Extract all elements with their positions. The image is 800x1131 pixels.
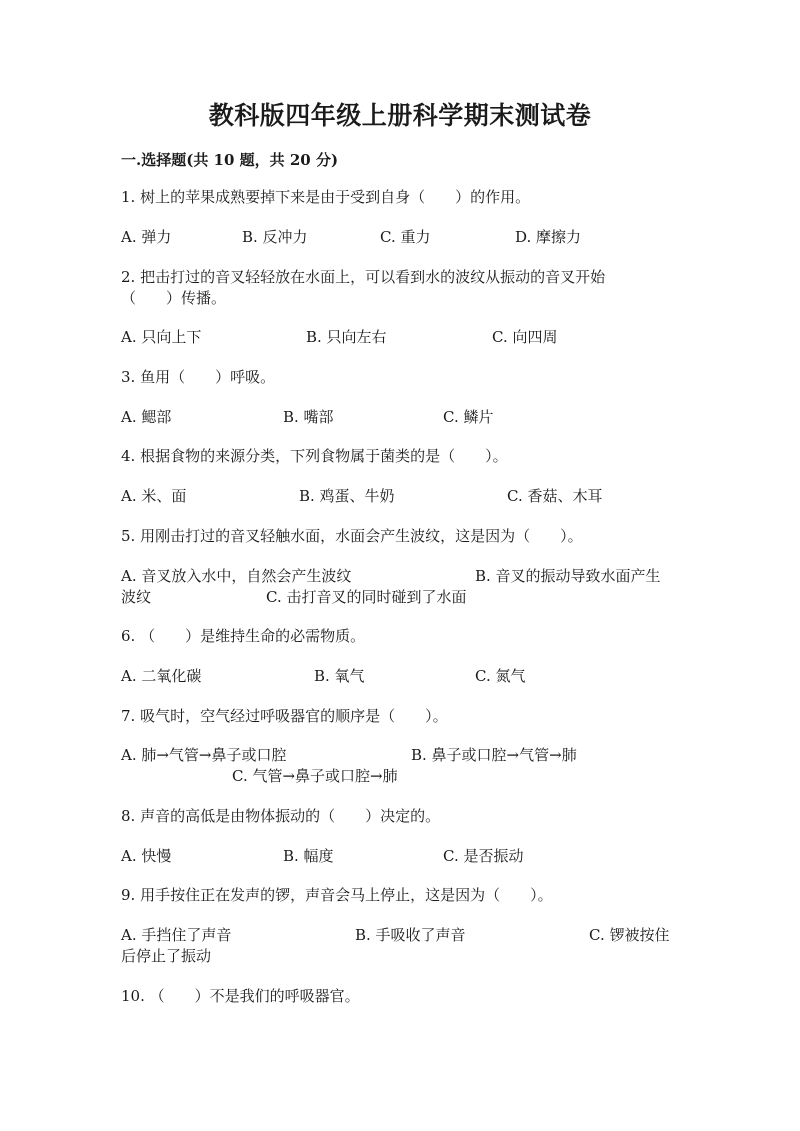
question-1-option-a: A. 弹力 bbox=[121, 228, 172, 246]
question-2-stem-line1: 2. 把击打过的音叉轻轻放在水面上，可以看到水的波纹从振动的音叉开始 bbox=[121, 268, 606, 286]
question-1-option-b: B. 反冲力 bbox=[242, 228, 308, 246]
question-7-option-b: B. 鼻子或口腔→气管→肺 bbox=[411, 746, 577, 764]
question-6-option-c: C. 氮气 bbox=[475, 667, 526, 685]
question-9-option-c: C. 锣被按住 bbox=[589, 926, 670, 944]
section-heading: 一.选择题(共 10 题，共 20 分) bbox=[121, 151, 339, 169]
question-8-option-a: A. 快慢 bbox=[121, 847, 172, 865]
question-8-option-b: B. 幅度 bbox=[283, 847, 334, 865]
question-8-stem: 8. 声音的高低是由物体振动的（ ）决定的。 bbox=[121, 807, 441, 825]
question-10-stem: 10. （ ）不是我们的呼吸器官。 bbox=[121, 987, 360, 1005]
question-1-option-d: D. 摩擦力 bbox=[515, 228, 582, 246]
question-3-stem: 3. 鱼用（ ）呼吸。 bbox=[121, 368, 276, 386]
question-5-option-a: A. 音叉放入水中，自然会产生波纹 bbox=[121, 567, 352, 585]
question-1-option-c: C. 重力 bbox=[380, 228, 431, 246]
question-3-option-c: C. 鳞片 bbox=[443, 408, 494, 426]
question-7-option-c: C. 气管→鼻子或口腔→肺 bbox=[232, 767, 398, 785]
question-8-option-c: C. 是否振动 bbox=[443, 847, 524, 865]
question-7-stem: 7. 吸气时，空气经过呼吸器官的顺序是（ ）。 bbox=[121, 707, 448, 725]
question-4-option-c: C. 香菇、木耳 bbox=[507, 487, 603, 505]
question-6-option-a: A. 二氧化碳 bbox=[121, 667, 202, 685]
question-5-option-b-cont: 波纹 bbox=[121, 588, 152, 606]
question-6-option-b: B. 氧气 bbox=[314, 667, 365, 685]
question-2-option-b: B. 只向左右 bbox=[306, 328, 387, 346]
question-2-option-a: A. 只向上下 bbox=[121, 328, 202, 346]
question-7-option-a: A. 肺→气管→鼻子或口腔 bbox=[121, 746, 287, 764]
question-9-option-b: B. 手吸收了声音 bbox=[355, 926, 466, 944]
exam-title: 教科版四年级上册科学期末测试卷 bbox=[208, 101, 592, 130]
question-2-option-c: C. 向四周 bbox=[492, 328, 558, 346]
question-2-stem-line2: （ ）传播。 bbox=[121, 289, 227, 307]
question-5-stem: 5. 用刚击打过的音叉轻触水面，水面会产生波纹，这是因为（ ）。 bbox=[121, 527, 583, 545]
question-5-option-c: C. 击打音叉的同时碰到了水面 bbox=[266, 588, 467, 606]
question-9-option-c-cont: 后停止了振动 bbox=[121, 947, 212, 965]
question-3-option-a: A. 鳃部 bbox=[121, 408, 172, 426]
question-9-option-a: A. 手挡住了声音 bbox=[121, 926, 232, 944]
question-6-stem: 6. （ ）是维持生命的必需物质。 bbox=[121, 627, 366, 645]
question-3-option-b: B. 嘴部 bbox=[283, 408, 334, 426]
question-4-stem: 4. 根据食物的来源分类，下列食物属于菌类的是（ ）。 bbox=[121, 447, 508, 465]
question-9-stem: 9. 用手按住正在发声的锣，声音会马上停止，这是因为（ ）。 bbox=[121, 886, 553, 904]
question-4-option-b: B. 鸡蛋、牛奶 bbox=[299, 487, 395, 505]
question-4-option-a: A. 米、面 bbox=[121, 487, 187, 505]
question-1-stem: 1. 树上的苹果成熟要掉下来是由于受到自身（ ）的作用。 bbox=[121, 188, 531, 206]
question-5-option-b: B. 音叉的振动导致水面产生 bbox=[475, 567, 661, 585]
